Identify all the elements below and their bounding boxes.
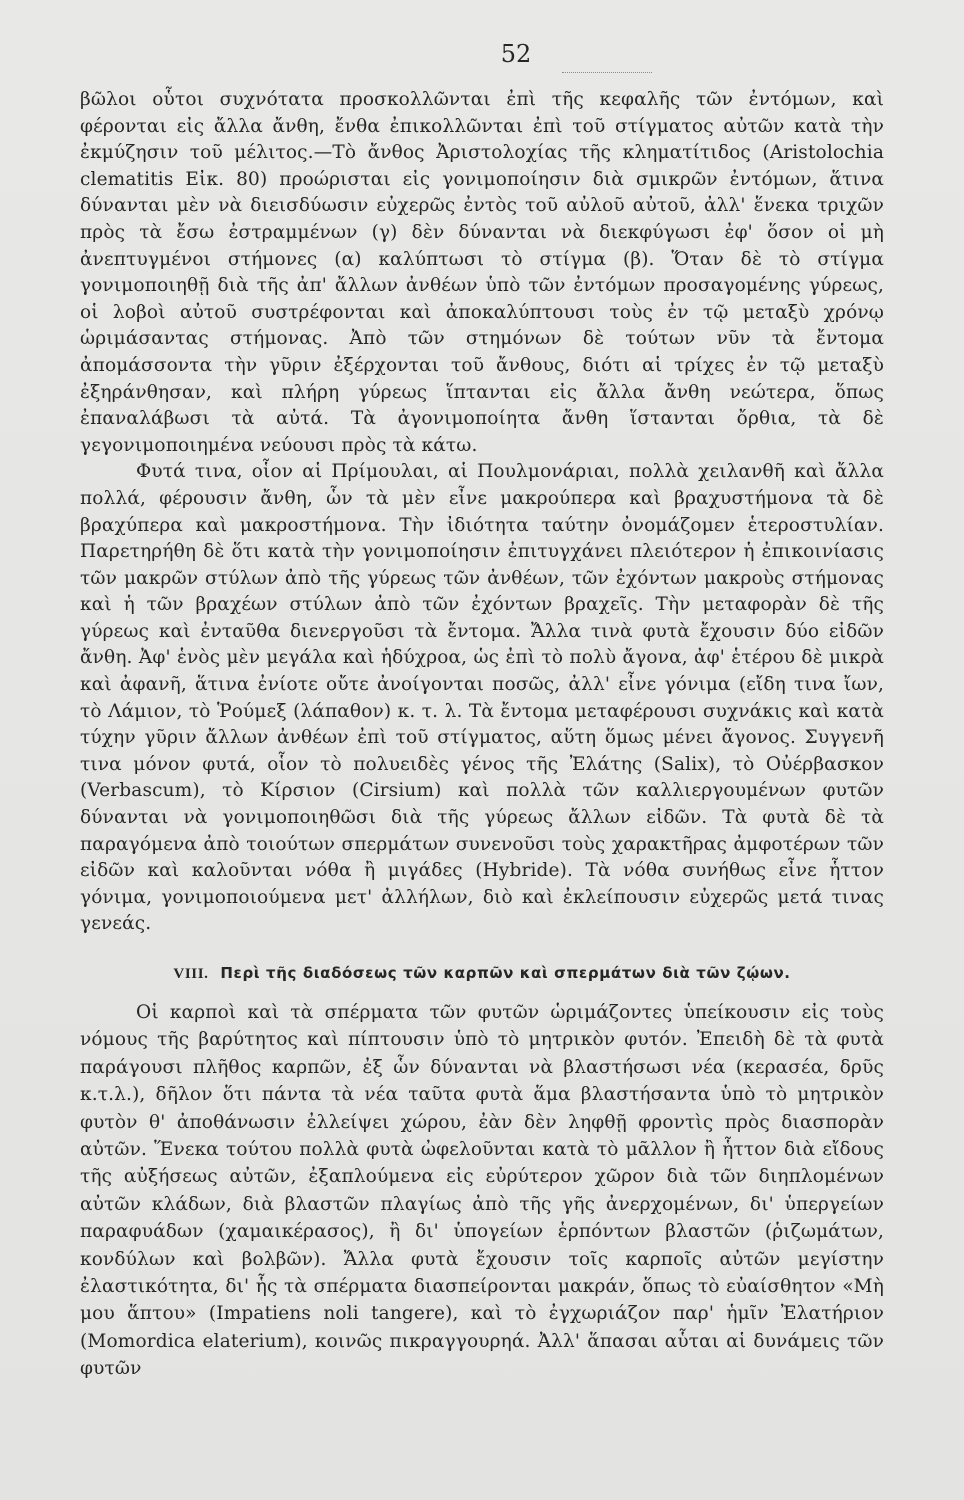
section-number: VIII. — [173, 966, 209, 982]
header-rule — [562, 70, 652, 73]
section-title: Περὶ τῆς διαδόσεως τῶν καρπῶν καὶ σπερμάτων διὰ τῶν ζῴων. — [220, 964, 791, 982]
paragraph-heterostyly: Φυτά τινα, οἷον αἱ Πρίμουλαι, αἱ Πουλμονάριαι, πολλὰ χειλανθῆ καὶ ἄλλα πολλά, φέρουσιν ἄνθη, ὧν τὰ μὲν εἶνε μακρούπερα καὶ βραχυστήμονα τὰ δὲ βραχύπερα καὶ μακροστήμονα. Τὴν ἰδιότητα ταύτην ὀνομάζομεν ἑτεροστυλίαν. Παρετηρήθη δὲ ὅτι κατὰ τὴν γονιμοποίησιν ἐπιτυγχάνει πλειότερον ἡ ἐπικοινίασις τῶν μακρῶν στύλων ἀπὸ τῆς γύρεως τῶν ἀνθέων, τῶν ἐχόντων μακροὺς στήμονας καὶ ἡ τῶν βραχέων στύλων ἀπὸ τῶν ἐχόντων βραχεῖς. Τὴν μεταφορὰν δὲ τῆς γύρεως καὶ ἐνταῦθα διενεργοῦσι τὰ ἔντομα. Ἄλλα τινὰ φυτὰ ἔχουσιν δύο εἰδῶν ἄνθη. Ἀφ' ἑνὸς μὲν μεγάλα καὶ ἡδύχροα, ὡς ἐπὶ τὸ πολὺ ἄγονα, ἀφ' ἑτέρου δὲ μικρὰ καὶ ἀφανῆ, ἅτινα ἐνίοτε οὔτε ἀνοίγονται ποσῶς, ἀλλ' εἶνε γόνιμα (εἴδη τινα ἴων, τὸ Λάμιον, τὸ Ῥούμεξ (λάπαθον) κ. τ. λ. Τὰ ἔντομα μεταφέρουσι συχνάκις καὶ κατὰ τύχην γῦριν ἄλλων ἀνθέων ἐπὶ τοῦ στίγματος, αὕτη ὅμως μένει ἄγονος. Συγγενῆ τινα μόνον φυτά, οἷον τὸ πολυειδὲς γένος τῆς Ἐλάτης (Salix), τὸ Οὐέρβασκον (Verbascum), τὸ Κίρσιον (Cirsium) καὶ πολλὰ τῶν καλλιεργουμένων φυτῶν δύνανται νὰ γονιμοποιηθῶσι διὰ τῆς γύρεως ἄλλων εἰδῶν. Τὰ φυτὰ δὲ τὰ παραγόμενα ἀπὸ τοιούτων σπερμάτων συνενοῦσι τοὺς χαρακτῆρας ἀμφοτέρων τῶν εἰδῶν καὶ καλοῦνται νόθα ἢ μιγάδες (Hybride). Τὰ νόθα συνήθως εἶνε ἧττον γόνιμα, γονιμοποιούμενα μετ' ἀλλήλων, διὸ καὶ ἐκλείπουσιν εὐχερῶς μετά τινας γενεάς. — [80, 461, 884, 935]
body-text-part1 — [80, 87, 884, 938]
paragraph-aristolochia: βῶλοι οὗτοι συχνότατα προσκολλῶνται ἐπὶ τῆς κεφαλῆς τῶν ἐντόμων, καὶ φέρονται εἰς ἄλλα ἄνθη, ἔνθα ἐπικολλῶνται ἐπὶ τοῦ στίγματος αὐτῶν κατὰ τὴν ἐκμύζησιν τοῦ μέλιτος.—Τὸ ἄνθος Ἀριστολοχίας τῆς κληματίτιδος (Aristolochia clematitis Εἰκ. 80) προώρισται εἰς γονιμοποίησιν διὰ σμικρῶν ἐντόμων, ἅτινα δύνανται μὲν νὰ διεισδύωσιν εὐχερῶς ἐντὸς τοῦ αὐλοῦ αὐτοῦ, ἀλλ' ἕνεκα τριχῶν πρὸς τὰ ἔσω ἐστραμμένων (γ) δὲν δύνανται νὰ διεκφύγωσι ἐφ' ὅσον οἱ μὴ ἀνεπτυγμένοι στήμονες (α) καλύπτωσι τὸ στίγμα (β). Ὅταν δὲ τὸ στίγμα γονιμοποιηθῇ διὰ τῆς ἀπ' ἄλλων ἀνθέων ὑπὸ τῶν ἐντόμων προσαγομένης γύρεως, οἱ λοβοὶ αὐτοῦ συστρέφονται καὶ ἀποκαλύπτουσι τοὺς ἐν τῷ μεταξὺ χρόνῳ ὡριμάσαντας στήμονας. Ἀπὸ τῶν στημόνων δὲ τούτων νῦν τὰ ἔντομα ἀπομάσσοντα τὴν γῦριν ἐξέρχονται τοῦ ἄνθους, διότι αἱ τρίχες ἐν τῷ μεταξὺ ἐξηράνθησαν, καὶ πλήρη γύρεως ἵπτανται εἰς ἄλλα ἄνθη νεώτερα, ὅπως ἐπαναλάβωσι τὰ αὐτά. Τὰ ἀγονιμοποίητα ἄνθη ἵστανται ὄρθια, τὰ δὲ γεγονιμοποιημένα νεύουσι πρὸς τὰ κάτω. — [80, 89, 884, 456]
section-heading — [80, 962, 884, 985]
paragraph-seed-dispersal: Οἱ καρποὶ καὶ τὰ σπέρματα τῶν φυτῶν ὡριμάζοντες ὑπείκουσιν εἰς τοὺς νόμους τῆς βαρύτητος καὶ πίπτουσιν ὑπὸ τὸ μητρικὸν φυτόν. Ἐπειδὴ δὲ τὰ φυτὰ παράγουσι πλῆθος καρπῶν, ἐξ ὧν δύνανται νὰ βλαστήσωσι νέα (κερασέα, δρῦς κ.τ.λ.), δῆλον ὅτι πάντα τὰ νέα ταῦτα φυτὰ ἅμα βλαστήσαντα ὑπὸ τὸ μητρικὸν φυτὸν θ' ἀποθάνωσιν ἐλλείψει χώρου, ἐὰν δὲν ληφθῇ φροντὶς πρὸς διασπορὰν αὐτῶν. Ἕνεκα τούτου πολλὰ φυτὰ ὠφελοῦνται κατὰ τὸ μᾶλλον ἢ ἧττον διὰ εἴδους τῆς αὐξήσεως αὐτῶν, ἐξαπλούμενα εἰς εὐρύτερον χῶρον διὰ τῶν διηπλομένων αὐτῶν κλάδων, διὰ βλαστῶν πλαγίως ἀπὸ τῆς γῆς ἀνερχομένων, δι' ὑπεργείων παραφυάδων (χαμαικέρασος), ἢ δι' ὑπογείων ἑρπόντων βλαστῶν (ῥιζωμάτων, κονδύλων καὶ βολβῶν). Ἄλλα φυτὰ ἔχουσιν τοῖς καρποῖς αὐτῶν μεγίστην ἐλαστικότητα, δι' ἧς τὰ σπέρματα διασπείρονται μακράν, ὅπως τὸ εὐαίσθητον «Μὴ μου ἅπτου» (Impatiens noli tangere), καὶ τὸ ἐγχωριάζον παρ' ἡμῖν Ἐλατήριον (Momordica elaterium), κοινῶς πικραγγουρηά. Ἀλλ' ἅπασαι αὗται αἱ δυνάμεις τῶν φυτῶν — [80, 1002, 884, 1380]
body-text-part2 — [80, 999, 884, 1383]
page-number: 52 — [500, 40, 532, 68]
